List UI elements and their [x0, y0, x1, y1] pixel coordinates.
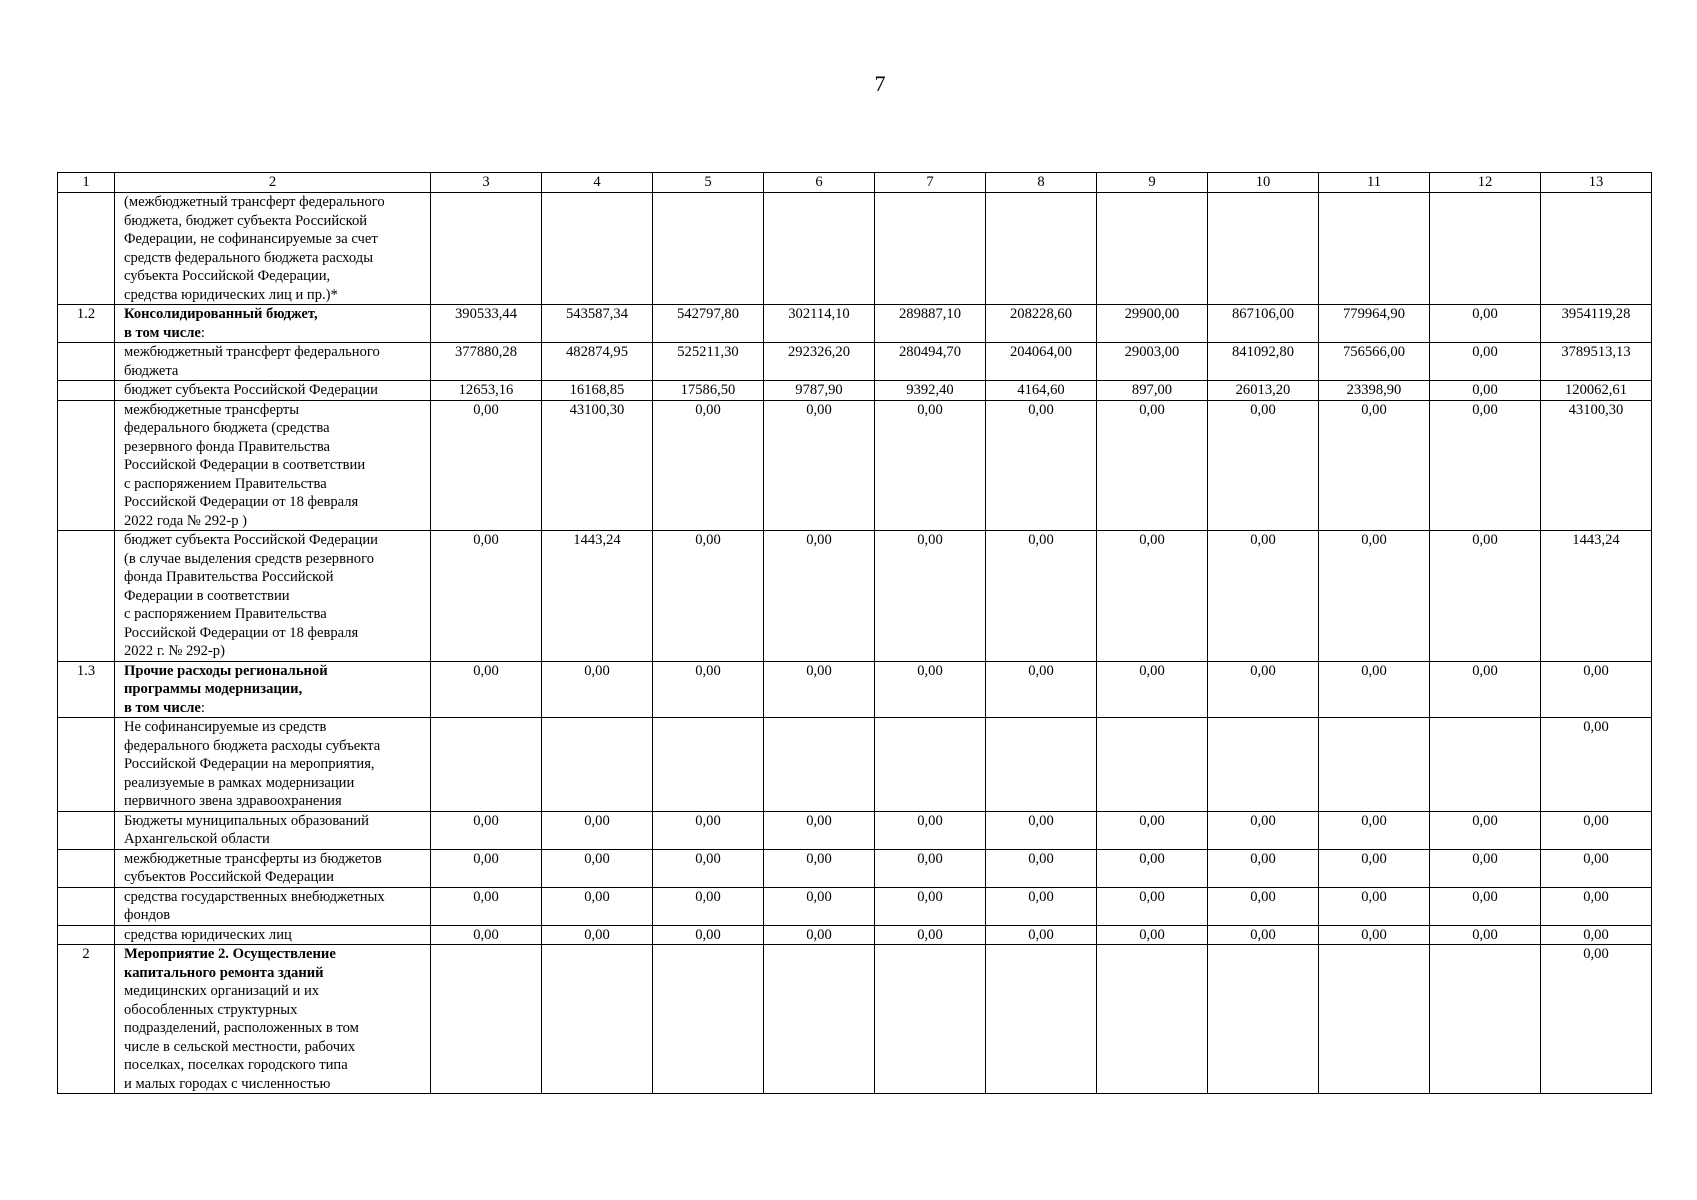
row-label-text: бюджет субъекта Российской Федерации [124, 382, 378, 398]
table-row [58, 343, 1652, 381]
row-label-text: и малых городах с численностью [124, 1075, 331, 1092]
value-cell [875, 193, 986, 305]
row-label-text: программы модернизации, [124, 681, 303, 697]
row-label-line [124, 305, 426, 324]
value-cell [1319, 193, 1430, 305]
row-label-text: межбюджетные трансферты [124, 401, 300, 418]
value-cell: 0,00 [764, 925, 875, 945]
row-label-line [124, 212, 426, 231]
value-cell: 0,00 [875, 811, 986, 849]
value-cell: 0,00 [653, 887, 764, 925]
row-label-line [124, 662, 426, 681]
row-label-line [124, 680, 426, 699]
column-number-header: 10 [1208, 173, 1319, 193]
value-cell: 3789513,13 [1541, 343, 1652, 381]
row-label-text: капитального ремонта зданий [124, 964, 324, 981]
row-label-text: федерального бюджета (средства [124, 420, 330, 436]
value-cell: 0,00 [1319, 849, 1430, 887]
value-cell: 0,00 [1319, 400, 1430, 531]
value-cell: 0,00 [1097, 661, 1208, 718]
value-cell: 0,00 [1208, 531, 1319, 662]
row-label-line [124, 1056, 426, 1075]
value-cell [1541, 193, 1652, 305]
row-label-line [124, 456, 426, 475]
column-number-header: 4 [542, 173, 653, 193]
value-cell: 0,00 [1430, 305, 1541, 343]
row-label-text: Федерации, не софинансируемые за счет [124, 231, 378, 247]
value-cell: 0,00 [764, 849, 875, 887]
value-cell: 0,00 [764, 531, 875, 662]
value-cell [764, 945, 875, 1094]
value-cell: 0,00 [1208, 887, 1319, 925]
value-cell: 0,00 [542, 887, 653, 925]
value-cell: 9392,40 [875, 381, 986, 401]
row-label-line [124, 964, 426, 983]
row-label-text: 2022 г. № 292-р) [124, 643, 225, 659]
value-cell: 1443,24 [542, 531, 653, 662]
value-cell: 0,00 [764, 887, 875, 925]
value-cell: 0,00 [1097, 849, 1208, 887]
value-cell: 0,00 [1541, 945, 1652, 1094]
table-row [58, 305, 1652, 343]
row-label-line [124, 605, 426, 624]
row-label-text: межбюджетные трансферты из бюджетов [124, 850, 382, 867]
value-cell [542, 193, 653, 305]
value-cell [1430, 945, 1541, 1094]
row-label-text: первичного звена здравоохранения [124, 793, 342, 809]
value-cell: 0,00 [431, 849, 542, 887]
value-cell: 0,00 [875, 887, 986, 925]
value-cell: 0,00 [1208, 925, 1319, 945]
row-label-line [124, 755, 426, 774]
value-cell: 0,00 [986, 661, 1097, 718]
row-number-cell [58, 343, 115, 381]
value-cell [1097, 193, 1208, 305]
value-cell: 0,00 [1541, 887, 1652, 925]
value-cell: 756566,00 [1319, 343, 1430, 381]
value-cell: 0,00 [1541, 661, 1652, 718]
value-cell: 0,00 [431, 811, 542, 849]
value-cell [431, 945, 542, 1094]
table-row [58, 925, 1652, 945]
row-label-tail: : [200, 324, 205, 341]
row-label-line [124, 438, 426, 457]
row-label-line [124, 699, 426, 718]
row-label-cell [115, 343, 431, 381]
row-label-text: Российской Федерации на мероприятия, [124, 756, 375, 772]
row-number-cell [58, 381, 115, 401]
row-label-cell [115, 811, 431, 849]
row-label-line [124, 381, 426, 400]
value-cell [1097, 718, 1208, 812]
row-label-cell [115, 305, 431, 343]
column-number-header: 3 [431, 173, 542, 193]
value-cell: 390533,44 [431, 305, 542, 343]
row-label-text: фондов [124, 907, 171, 923]
value-cell: 43100,30 [542, 400, 653, 531]
value-cell: 0,00 [431, 661, 542, 718]
value-cell: 542797,80 [653, 305, 764, 343]
value-cell: 0,00 [1430, 400, 1541, 531]
row-label-text: субъектов Российской Федерации [124, 869, 334, 885]
value-cell [875, 945, 986, 1094]
row-label-text: субъекта Российской Федерации, [124, 268, 331, 284]
row-label-text: медицинских организаций и их [124, 983, 320, 999]
row-label-text: числе в сельской местности, рабочих [124, 1038, 356, 1055]
table-row [58, 400, 1652, 531]
value-cell: 0,00 [1319, 661, 1430, 718]
row-label-line [124, 774, 426, 793]
row-label-text: с распоряжением Правительства [124, 606, 327, 622]
row-label-line [124, 792, 426, 811]
row-label-line [124, 642, 426, 661]
row-label-cell [115, 193, 431, 305]
value-cell: 12653,16 [431, 381, 542, 401]
value-cell: 4164,60 [986, 381, 1097, 401]
value-cell [1097, 945, 1208, 1094]
value-cell: 1443,24 [1541, 531, 1652, 662]
value-cell: 0,00 [875, 849, 986, 887]
value-cell: 289887,10 [875, 305, 986, 343]
value-cell: 292326,20 [764, 343, 875, 381]
value-cell: 0,00 [431, 400, 542, 531]
row-label-line [124, 324, 426, 343]
row-label-line [124, 550, 426, 569]
value-cell: 0,00 [986, 400, 1097, 531]
value-cell: 17586,50 [653, 381, 764, 401]
value-cell: 0,00 [1541, 718, 1652, 812]
value-cell: 0,00 [653, 661, 764, 718]
column-number-header: 1 [58, 173, 115, 193]
value-cell: 482874,95 [542, 343, 653, 381]
row-label-text: бюджета, бюджет субъекта Российской [124, 212, 368, 229]
value-cell: 0,00 [1319, 925, 1430, 945]
column-number-header: 7 [875, 173, 986, 193]
value-cell: 0,00 [431, 887, 542, 925]
value-cell: 779964,90 [1319, 305, 1430, 343]
value-cell [986, 193, 1097, 305]
value-cell [764, 718, 875, 812]
value-cell: 29900,00 [1097, 305, 1208, 343]
value-cell: 208228,60 [986, 305, 1097, 343]
value-cell: 0,00 [653, 925, 764, 945]
value-cell: 0,00 [1541, 811, 1652, 849]
value-cell: 0,00 [1430, 661, 1541, 718]
value-cell: 0,00 [653, 849, 764, 887]
value-cell: 0,00 [986, 887, 1097, 925]
value-cell [1208, 193, 1319, 305]
row-label-text: Не софинансируемые из средств [124, 719, 327, 735]
row-label-text: (межбюджетный трансферт федерального [124, 194, 385, 210]
value-cell [542, 945, 653, 1094]
value-cell [1208, 945, 1319, 1094]
value-cell: 0,00 [986, 925, 1097, 945]
row-label-text: средства государственных внебюджетных [124, 888, 385, 905]
row-label-text: Российской Федерации от 18 февраля [124, 624, 359, 641]
row-label-line [124, 1001, 426, 1020]
row-label-cell [115, 945, 431, 1094]
row-label-text: межбюджетный трансферт федерального [124, 344, 380, 360]
row-label-text: федерального бюджета расходы субъекта [124, 737, 381, 754]
column-number-header: 6 [764, 173, 875, 193]
value-cell [653, 718, 764, 812]
row-label-line [124, 982, 426, 1001]
table-row [58, 193, 1652, 305]
value-cell: 0,00 [875, 531, 986, 662]
row-label-cell [115, 849, 431, 887]
table-row [58, 531, 1652, 662]
row-label-text: обособленных структурных [124, 1001, 298, 1018]
table-row [58, 381, 1652, 401]
value-cell [653, 193, 764, 305]
row-label-line [124, 624, 426, 643]
column-number-header: 11 [1319, 173, 1430, 193]
value-cell: 3954119,28 [1541, 305, 1652, 343]
column-number-header: 9 [1097, 173, 1208, 193]
row-label-line [124, 362, 426, 381]
budget-table [57, 172, 1652, 1094]
row-label-text: реализуемые в рамках модернизации [124, 774, 355, 791]
value-cell: 0,00 [1097, 811, 1208, 849]
column-number-header: 12 [1430, 173, 1541, 193]
row-label-line [124, 193, 426, 212]
row-label-line [124, 512, 426, 531]
page-number: 7 [874, 71, 886, 96]
value-cell: 0,00 [1208, 661, 1319, 718]
value-cell: 0,00 [1541, 925, 1652, 945]
row-label-cell [115, 925, 431, 945]
value-cell: 43100,30 [1541, 400, 1652, 531]
value-cell: 841092,80 [1208, 343, 1319, 381]
value-cell: 0,00 [1430, 925, 1541, 945]
value-cell: 897,00 [1097, 381, 1208, 401]
row-label-line [124, 568, 426, 587]
value-cell: 377880,28 [431, 343, 542, 381]
row-number-cell: 1.3 [58, 661, 115, 718]
row-label-text: с распоряжением Правительства [124, 475, 327, 492]
row-label-cell [115, 887, 431, 925]
row-label-cell [115, 531, 431, 662]
row-label-line [124, 850, 426, 869]
column-number-header: 8 [986, 173, 1097, 193]
row-number-cell: 2 [58, 945, 115, 1094]
value-cell: 0,00 [986, 849, 1097, 887]
value-cell: 0,00 [542, 849, 653, 887]
value-cell: 280494,70 [875, 343, 986, 381]
row-label-line [124, 1075, 426, 1094]
row-label-text: бюджет субъекта Российской Федерации [124, 532, 378, 548]
row-label-line [124, 812, 426, 831]
value-cell: 204064,00 [986, 343, 1097, 381]
value-cell: 0,00 [1208, 811, 1319, 849]
value-cell: 0,00 [653, 531, 764, 662]
value-cell: 0,00 [986, 531, 1097, 662]
value-cell: 0,00 [986, 811, 1097, 849]
value-cell: 543587,34 [542, 305, 653, 343]
value-cell: 0,00 [764, 400, 875, 531]
row-label-line [124, 531, 426, 550]
row-number-cell [58, 887, 115, 925]
row-label-line [124, 830, 426, 849]
row-label-cell [115, 381, 431, 401]
row-label-line [124, 888, 426, 907]
value-cell: 0,00 [1319, 887, 1430, 925]
row-label-text: средства юридических лиц [124, 926, 292, 943]
row-label-text: Бюджеты муниципальных образований [124, 812, 369, 829]
value-cell: 0,00 [542, 661, 653, 718]
row-label-line [124, 718, 426, 737]
table-row [58, 718, 1652, 812]
row-label-text: подразделений, расположенных в том [124, 1020, 359, 1036]
value-cell: 0,00 [1097, 531, 1208, 662]
row-label-text: Архангельской области [124, 831, 270, 847]
value-cell [986, 945, 1097, 1094]
value-cell [1319, 718, 1430, 812]
column-number-header-row [58, 173, 1652, 193]
row-label-line [124, 493, 426, 512]
value-cell: 0,00 [875, 925, 986, 945]
value-cell: 0,00 [1541, 849, 1652, 887]
row-label-line [124, 1019, 426, 1038]
value-cell: 0,00 [653, 811, 764, 849]
row-label-text: Российской Федерации от 18 февраля [124, 494, 359, 510]
value-cell: 9787,90 [764, 381, 875, 401]
row-number-cell [58, 193, 115, 305]
row-label-line [124, 926, 426, 945]
row-label-cell [115, 400, 431, 531]
row-number-cell: 1.2 [58, 305, 115, 343]
value-cell: 0,00 [1430, 531, 1541, 662]
row-label-line [124, 1038, 426, 1057]
value-cell: 0,00 [1319, 531, 1430, 662]
row-label-text: Прочие расходы региональной [124, 662, 328, 679]
value-cell: 0,00 [653, 400, 764, 531]
value-cell: 0,00 [1208, 849, 1319, 887]
row-label-text: Федерации в соответствии [124, 587, 290, 604]
value-cell: 0,00 [1097, 887, 1208, 925]
value-cell [1208, 718, 1319, 812]
value-cell: 0,00 [1430, 381, 1541, 401]
value-cell: 0,00 [764, 661, 875, 718]
row-number-cell [58, 925, 115, 945]
row-label-text: 2022 года № 292-р ) [124, 512, 248, 529]
row-number-cell [58, 531, 115, 662]
row-label-text: средств федерального бюджета расходы [124, 249, 374, 266]
row-number-cell [58, 849, 115, 887]
table-row [58, 849, 1652, 887]
value-cell [764, 193, 875, 305]
row-label-text: в том числе [124, 699, 201, 716]
row-label-line [124, 286, 426, 305]
row-label-cell [115, 718, 431, 812]
value-cell: 120062,61 [1541, 381, 1652, 401]
value-cell [431, 718, 542, 812]
value-cell [1319, 945, 1430, 1094]
value-cell: 23398,90 [1319, 381, 1430, 401]
row-label-text: (в случае выделения средств резервного [124, 550, 375, 567]
table-row [58, 887, 1652, 925]
row-label-line [124, 230, 426, 249]
column-number-header: 2 [115, 173, 431, 193]
value-cell [542, 718, 653, 812]
row-label-tail: : [200, 699, 205, 716]
value-cell [1430, 718, 1541, 812]
row-label-text: Российской Федерации в соответствии [124, 457, 366, 473]
value-cell: 0,00 [1208, 400, 1319, 531]
value-cell: 0,00 [1430, 343, 1541, 381]
value-cell [1430, 193, 1541, 305]
value-cell [986, 718, 1097, 812]
row-label-line [124, 343, 426, 362]
row-label-line [124, 475, 426, 494]
row-label-text: резервного фонда Правительства [124, 438, 331, 455]
table-row [58, 811, 1652, 849]
row-number-cell [58, 811, 115, 849]
row-label-cell [115, 661, 431, 718]
value-cell: 0,00 [1430, 887, 1541, 925]
row-label-text: бюджета [124, 362, 179, 379]
value-cell: 525211,30 [653, 343, 764, 381]
value-cell: 26013,20 [1208, 381, 1319, 401]
value-cell: 29003,00 [1097, 343, 1208, 381]
value-cell: 867106,00 [1208, 305, 1319, 343]
row-label-line [124, 267, 426, 286]
row-label-text: фонда Правительства Российской [124, 569, 334, 585]
value-cell: 0,00 [1430, 849, 1541, 887]
row-label-line [124, 868, 426, 887]
value-cell: 0,00 [1097, 925, 1208, 945]
value-cell [431, 193, 542, 305]
row-label-line [124, 945, 426, 964]
row-label-text: Консолидированный бюджет, [124, 306, 318, 322]
row-number-cell [58, 400, 115, 531]
row-label-text: Мероприятие 2. Осуществление [124, 946, 336, 962]
row-label-line [124, 737, 426, 756]
value-cell [875, 718, 986, 812]
value-cell: 0,00 [1430, 811, 1541, 849]
value-cell: 0,00 [431, 531, 542, 662]
value-cell [653, 945, 764, 1094]
table-row [58, 945, 1652, 1094]
value-cell: 0,00 [542, 811, 653, 849]
row-label-line [124, 906, 426, 925]
value-cell: 0,00 [431, 925, 542, 945]
row-label-text: поселках, поселках городского типа [124, 1057, 348, 1073]
row-label-text: в том числе [124, 324, 201, 341]
row-label-line [124, 419, 426, 438]
row-label-line [124, 401, 426, 420]
row-number-cell [58, 718, 115, 812]
row-label-text: средства юридических лиц и пр.)* [124, 286, 338, 303]
value-cell: 0,00 [1319, 811, 1430, 849]
value-cell: 302114,10 [764, 305, 875, 343]
column-number-header: 13 [1541, 173, 1652, 193]
value-cell: 0,00 [1097, 400, 1208, 531]
value-cell: 0,00 [764, 811, 875, 849]
table-row [58, 661, 1652, 718]
value-cell: 0,00 [875, 400, 986, 531]
row-label-line [124, 249, 426, 268]
value-cell: 0,00 [542, 925, 653, 945]
value-cell: 16168,85 [542, 381, 653, 401]
row-label-line [124, 587, 426, 606]
value-cell: 0,00 [875, 661, 986, 718]
column-number-header: 5 [653, 173, 764, 193]
